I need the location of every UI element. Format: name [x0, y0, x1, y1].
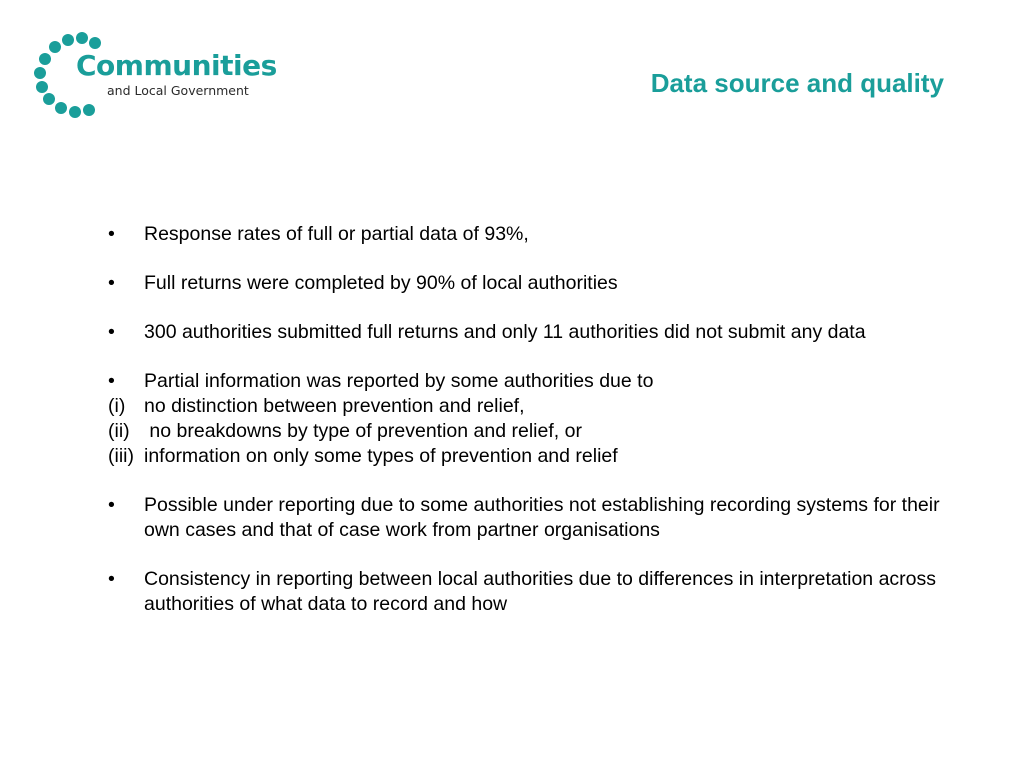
bullet-text: 300 authorities submitted full returns and only 11 authorities did not submit any data — [144, 321, 866, 343]
bullet-text: Response rates of full or partial data of 93%, — [144, 223, 529, 245]
bullet-text: Partial information was reported by some authorities due to — [144, 370, 654, 392]
bullet-list — [108, 222, 948, 617]
bullet-marker: • — [108, 223, 115, 245]
bullet-marker: • — [108, 568, 115, 590]
bullet-marker: • — [108, 321, 115, 343]
bullet-marker: • — [108, 370, 115, 392]
bullet-marker: • — [108, 272, 115, 294]
bullet-item — [108, 369, 948, 394]
logo-subtitle: and Local Government — [107, 83, 249, 98]
communities-logo — [28, 30, 277, 122]
sub-item — [108, 394, 948, 419]
bullet-text: Full returns were completed by 90% of local authorities — [144, 272, 618, 294]
sub-item-text: information on only some types of prevention and relief — [144, 445, 618, 467]
bullet-item — [108, 493, 948, 543]
bullet-item — [108, 567, 948, 617]
sub-item-marker: (i) — [108, 395, 126, 417]
page-title: Data source and quality — [650, 68, 944, 98]
sub-item-text: no distinction between prevention and relief, — [144, 395, 525, 417]
bullet-text: Possible under reporting due to some authorities not establishing recording systems for their own cases and that of case work from partner organisations — [144, 494, 946, 541]
bullet-text: Consistency in reporting between local authorities due to differences in interpretation across authorities of what data to record and how — [144, 568, 942, 615]
bullet-item — [108, 320, 948, 345]
sub-item — [108, 444, 948, 469]
sub-item-marker: (iii) — [108, 445, 134, 467]
logo-wordmark: Communities — [76, 49, 277, 82]
sub-item-text: no breakdowns by type of prevention and relief, or — [144, 420, 582, 442]
sub-item — [108, 419, 948, 444]
bullet-item — [108, 222, 948, 247]
bullet-item — [108, 271, 948, 296]
sub-item-marker: (ii) — [108, 420, 130, 442]
bullet-marker: • — [108, 494, 115, 516]
